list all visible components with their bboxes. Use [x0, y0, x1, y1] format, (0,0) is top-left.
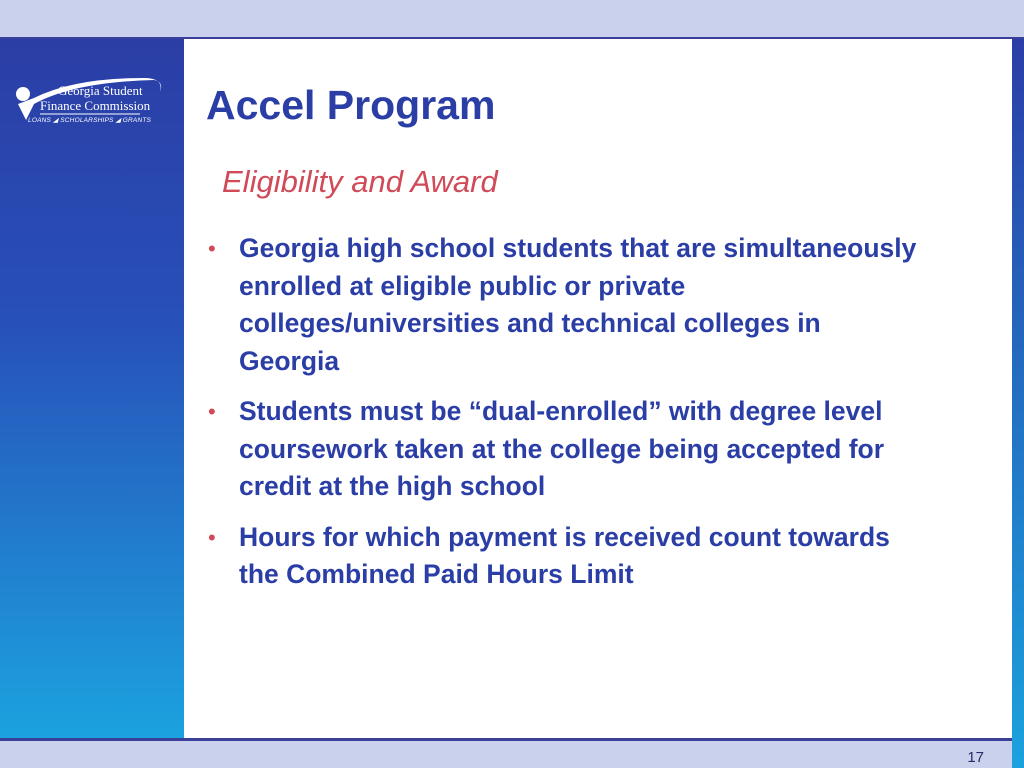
bottom-band: [0, 738, 1012, 768]
logo-line1: Georgia Student: [58, 83, 143, 98]
bullet-text: Students must be “dual-enrolled” with degree level coursework taken at the college being accepted for credit at the high school: [239, 396, 885, 501]
slide-title: Accel Program: [206, 82, 496, 128]
bullet-item: [208, 393, 928, 506]
sidebar: [0, 39, 184, 739]
bullet-list: [208, 230, 928, 607]
bullet-icon: •: [208, 524, 216, 550]
logo-tagline: LOANS ◢ SCHOLARSHIPS ◢ GRANTS: [28, 117, 152, 124]
bullet-icon: •: [208, 399, 216, 424]
slide-subtitle: Eligibility and Award: [222, 164, 498, 199]
gsfc-logo: [14, 74, 164, 124]
logo-line2: Finance Commission: [40, 98, 151, 113]
bullet-text: Hours for which payment is received count towards the Combined Paid Hours Limit: [239, 521, 890, 589]
top-band: [0, 0, 1024, 39]
bullet-item: [208, 230, 928, 380]
right-strip: [1012, 39, 1024, 768]
page-number: 17: [967, 749, 984, 766]
bullet-item: [208, 519, 928, 594]
bullet-text: Georgia high school students that are simultaneously enrolled at eligible public or private colleges/universities and technical colleges in Georgia: [239, 233, 917, 376]
bullet-icon: •: [208, 236, 216, 261]
